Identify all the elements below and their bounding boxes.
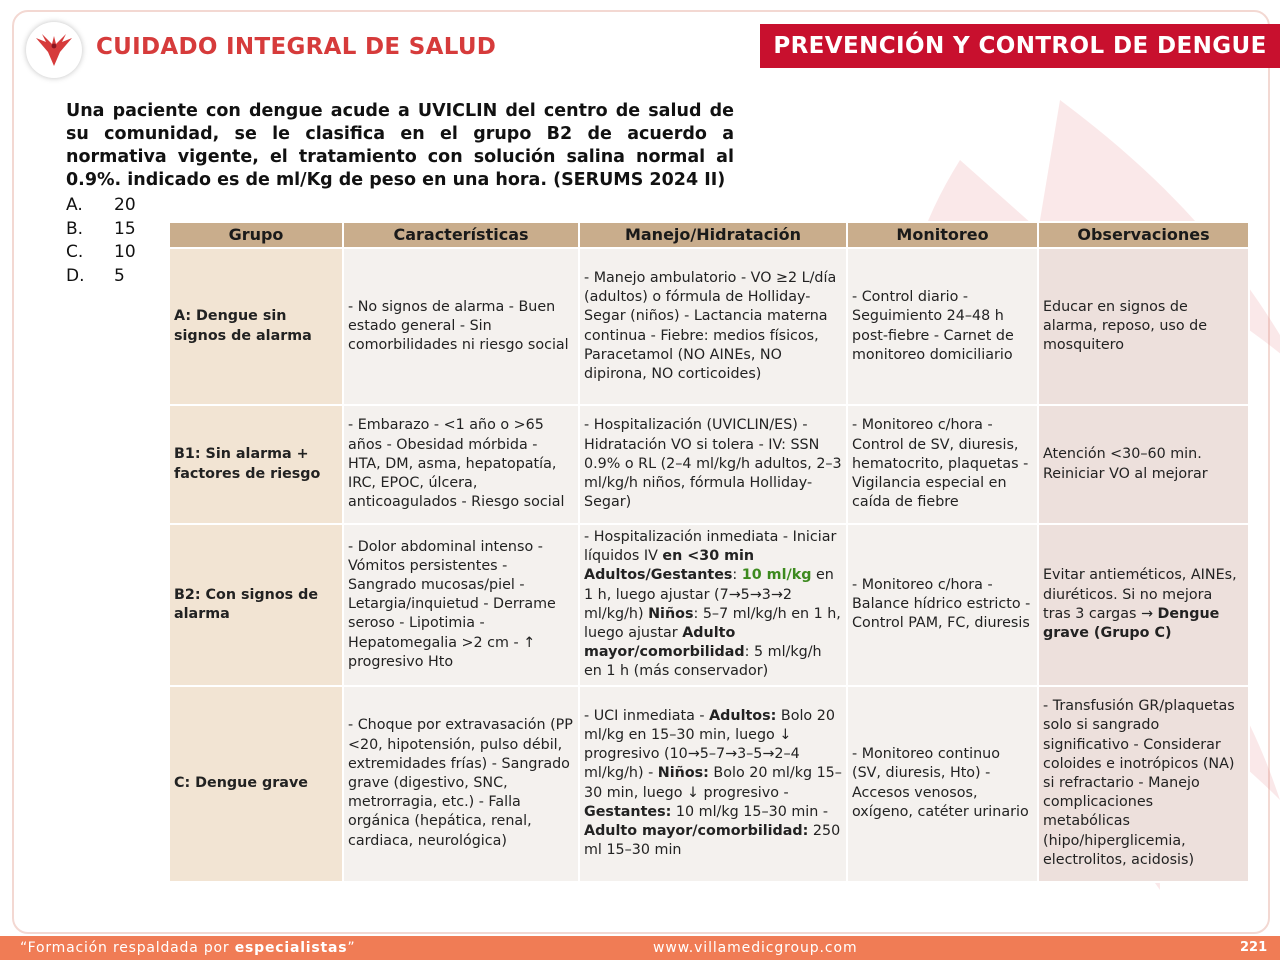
footer-bar [0,936,1280,960]
table-row [169,524,1249,686]
features-cell: - Dolor abdominal intenso - Vómitos persistentes - Sangrado mucosas/piel - Letargia/inquietud - Derrame seroso - Lipotimia - Hepatomegalia >2 cm - ↑ progresivo Hto [343,524,579,686]
dengue-groups-table [168,221,1250,883]
table-row [169,248,1249,405]
option-letter: B. [66,218,84,239]
features-cell: - No signos de alarma - Buen estado general - Sin comorbilidades ni riesgo social [343,248,579,405]
option-a [66,194,136,218]
observations-cell: Evitar antieméticos, AINEs, diuréticos. Si no mejora tras 3 cargas → Dengue grave (Grupo C) [1038,524,1249,686]
monitoring-cell: - Monitoreo c/hora - Balance hídrico estricto - Control PAM, FC, diuresis [847,524,1038,686]
header-manejo: Manejo/Hidratación [579,222,847,248]
group-cell: B1: Sin alarma + factores de riesgo [169,405,343,524]
features-cell: - Embarazo - <1 año o >65 años - Obesidad mórbida - HTA, DM, asma, hepatopatía, IRC, EPOC, úlcera, anticoagulados - Riesgo social [343,405,579,524]
footer-slogan: “Formación respaldada por especialistas” [20,940,356,956]
brand-logo [26,22,82,78]
monitoring-cell: - Monitoreo c/hora - Control de SV, diuresis, hematocrito, plaquetas - Vigilancia especial en caída de fiebre [847,405,1038,524]
management-cell: - UCI inmediata - Adultos: Bolo 20 ml/kg en 15–30 min, luego ↓ progresivo (10→5–7→3–5→2–4 ml/kg/h) - Niños: Bolo 20 ml/kg 15–30 min, luego ↓ progresivo - Gestantes: 10 ml/kg 15–30 min - Adulto mayor/comorbilidad: 250 ml 15–30 min [579,686,847,882]
option-letter: A. [66,195,83,215]
management-cell: - Manejo ambulatorio - VO ≥2 L/día (adultos) o fórmula de Holliday-Segar (niños) - Lactancia materna continua - Fiebre: medios físicos, Paracetamol (NO AINEs, NO dipirona, NO corticoides) [579,248,847,405]
highlight-dose: 10 ml/kg [741,567,812,584]
option-d [66,265,136,289]
question-text: Una paciente con dengue acude a UVICLIN del centro de salud de su comunidad, se le clasifica en el grupo B2 de acuerdo a normativa vigente, el tratamiento con solución salina normal al 0.9%. indicado es de ml/Kg de peso en una hora. (SERUMS 2024 II) [66,101,734,190]
observations-cell: Atención <30–60 min. Reiniciar VO al mejorar [1038,405,1249,524]
answer-options [66,194,136,288]
observations-cell: - Transfusión GR/plaquetas solo si sangrado significativo - Considerar coloides e inotrópicos (NA) si refractario - Manejo complicaciones metabólicas (hipo/hiperglicemia, electrolitos, acidosis) [1038,686,1249,882]
header-observaciones: Observaciones [1038,222,1249,248]
option-value: 5 [114,265,125,286]
management-cell: - Hospitalización (UVICLIN/ES) - Hidratación VO si tolera - IV: SSN 0.9% o RL (2–4 ml/kg/h adultos, 2–3 ml/kg/h niños, fórmula Holliday-Segar) [579,405,847,524]
option-letter: C. [66,242,84,262]
observations-cell: Educar en signos de alarma, reposo, uso de mosquitero [1038,248,1249,405]
table-row [169,686,1249,882]
option-value: 10 [114,242,136,262]
monitoring-cell: - Monitoreo continuo (SV, diuresis, Hto) - Accesos venosos, oxígeno, catéter urinario [847,686,1038,882]
features-cell: - Choque por extravasación (PP <20, hipotensión, pulso débil, extremidades frías) - Sangrado grave (digestivo, SNC, metrorragia, etc.) - Falla orgánica (hepática, renal, cardiaca, neurológica) [343,686,579,882]
option-value: 20 [114,195,136,215]
topic-banner: PREVENCIÓN Y CONTROL DE DENGUE [760,24,1280,68]
header-grupo: Grupo [169,222,343,248]
header-caracteristicas: Características [343,222,579,248]
group-cell: C: Dengue grave [169,686,343,882]
option-c [66,241,136,265]
page-number: 221 [1240,940,1268,955]
option-value: 15 [114,218,136,239]
monitoring-cell: - Control diario - Seguimiento 24–48 h post-fiebre - Carnet de monitoreo domiciliario [847,248,1038,405]
header-monitoreo: Monitoreo [847,222,1038,248]
table-header-row [169,222,1249,248]
footer-website-link[interactable]: www.villamedicgroup.com [653,940,858,956]
brand-title: CUIDADO INTEGRAL DE SALUD [96,34,497,60]
phoenix-logo-icon [34,32,74,68]
table-row [169,405,1249,524]
group-cell: B2: Con signos de alarma [169,524,343,686]
group-cell: A: Dengue sin signos de alarma [169,248,343,405]
option-b [66,218,136,242]
management-cell: - Hospitalización inmediata - Iniciar líquidos IV en <30 min Adultos/Gestantes: 10 ml/kg en 1 h, luego ajustar (7→5→3→2 ml/kg/h) Niños: 5–7 ml/kg/h en 1 h, luego ajustar Adulto mayor/comorbilidad: 5 ml/kg/h en 1 h (más conservador) [579,524,847,686]
option-letter: D. [66,265,85,286]
